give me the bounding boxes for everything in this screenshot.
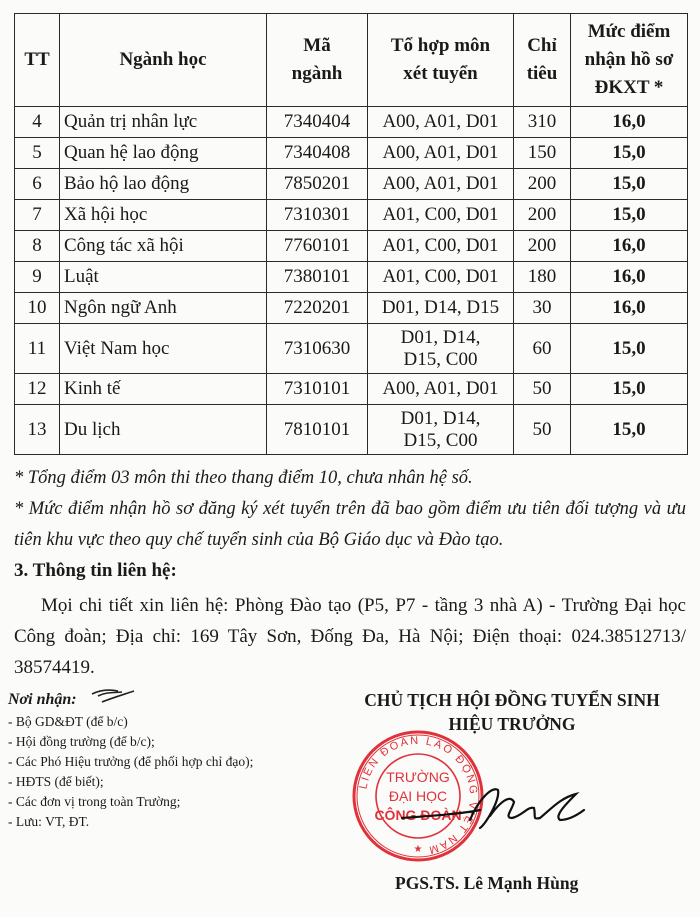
recipient-item: - HĐTS (để biết);: [8, 774, 104, 789]
initials-scribble-icon: [88, 686, 138, 706]
svg-text:LIÊN ĐOÀN LAO ĐỘNG VIỆT NAM: LIÊN ĐOÀN LAO ĐỘNG VIỆT NAM: [357, 734, 480, 857]
header-score-line3: ĐKXT *: [594, 77, 664, 98]
cell-combination: A01, C00, D01: [368, 231, 514, 262]
table-row: [15, 262, 688, 293]
cell-combination-line2: D15, C00: [403, 429, 478, 451]
header-major: [60, 14, 267, 107]
header-quota: [514, 14, 571, 107]
table-row: [15, 293, 688, 324]
cell-major: Việt Nam học: [60, 324, 267, 374]
contact-info: Mọi chi tiết xin liên hệ: Phòng Đào tạo (P5, P7 - tầng 3 nhà A) - Trường Đại học Công đoàn; Địa chỉ: 169 Tây Sơn, Đống Đa, Hà Nội; Điện thoại: 024.38512713/ 38574419.: [14, 595, 686, 678]
admission-score-table: [14, 13, 688, 455]
cell-combination: [368, 324, 514, 374]
cell-combination-line1: D01, D14,: [400, 326, 481, 348]
cell-quota: 60: [514, 324, 571, 374]
header-score-line2: nhận hồ sơ: [584, 49, 674, 70]
cell-combination-line2: D15, C00: [403, 348, 478, 370]
svg-text:TRƯỜNG: TRƯỜNG: [386, 769, 450, 785]
header-comb-line2: xét tuyển: [403, 63, 478, 84]
cell-code: 7380101: [267, 262, 368, 293]
cell-quota: 200: [514, 169, 571, 200]
cell-combination: [368, 405, 514, 455]
cell-tt: 9: [15, 262, 60, 293]
table-row: [15, 324, 688, 374]
header-major-label: Ngành học: [119, 49, 207, 70]
cell-score: 15,0: [571, 138, 688, 169]
cell-tt: 5: [15, 138, 60, 169]
header-combination: [368, 14, 514, 107]
header-tt-label: TT: [24, 49, 50, 70]
header-code: [267, 14, 368, 107]
cell-major: Bảo hộ lao động: [60, 169, 267, 200]
header-quota-line2: tiêu: [526, 63, 558, 84]
cell-combination: D01, D14, D15: [368, 293, 514, 324]
table-row: [15, 200, 688, 231]
cell-code: 7310630: [267, 324, 368, 374]
cell-tt: 7: [15, 200, 60, 231]
signatory-title-line1: CHỦ TỊCH HỘI ĐỒNG TUYỂN SINH: [364, 690, 660, 710]
cell-code: 7310301: [267, 200, 368, 231]
cell-score: 16,0: [571, 231, 688, 262]
cell-quota: 180: [514, 262, 571, 293]
recipients-block: [8, 688, 328, 832]
svg-text:CÔNG ĐOÀN: CÔNG ĐOÀN: [374, 807, 462, 823]
header-code-line2: ngành: [291, 63, 343, 84]
cell-quota: 200: [514, 200, 571, 231]
recipients-list: [8, 712, 328, 832]
footnotes: [14, 463, 686, 556]
header-comb-line1: Tổ hợp môn: [390, 35, 491, 56]
header-code-line1: Mã: [303, 35, 331, 56]
cell-score: 16,0: [571, 293, 688, 324]
cell-score: 15,0: [571, 169, 688, 200]
cell-tt: 4: [15, 107, 60, 138]
cell-quota: 50: [514, 374, 571, 405]
cell-major: Kinh tế: [60, 374, 267, 405]
table-row: [15, 374, 688, 405]
recipients-heading: Nơi nhận:: [8, 691, 77, 708]
section-heading-contact: 3. Thông tin liên hệ:: [14, 560, 177, 581]
cell-score: 15,0: [571, 324, 688, 374]
cell-code: 7220201: [267, 293, 368, 324]
header-quota-line1: Chỉ: [527, 35, 557, 56]
table-row: [15, 405, 688, 455]
svg-text:★: ★: [413, 844, 423, 855]
cell-combination: A01, C00, D01: [368, 200, 514, 231]
cell-major: Luật: [60, 262, 267, 293]
cell-major: Quan hệ lao động: [60, 138, 267, 169]
svg-text:ĐẠI HỌC: ĐẠI HỌC: [388, 788, 448, 804]
cell-combination: A00, A01, D01: [368, 107, 514, 138]
footnote-total-score: * Tổng điểm 03 môn thi theo thang điểm 10, chưa nhân hệ số.: [14, 468, 473, 488]
footnote-priority: * Mức điểm nhận hồ sơ đăng ký xét tuyển trên đã bao gồm điểm ưu tiên đối tượng và ưu tiên khu vực theo quy chế tuyển sinh của Bộ Giáo dục và Đào tạo.: [14, 499, 686, 550]
cell-code: 7760101: [267, 231, 368, 262]
cell-quota: 30: [514, 293, 571, 324]
cell-combination-line1: D01, D14,: [400, 407, 481, 429]
cell-score: 16,0: [571, 107, 688, 138]
header-tt: [15, 14, 60, 107]
recipient-item: - Lưu: VT, ĐT.: [8, 814, 90, 829]
table-header-row: [15, 14, 688, 107]
cell-tt: 13: [15, 405, 60, 455]
cell-major: Ngôn ngữ Anh: [60, 293, 267, 324]
cell-combination: A00, A01, D01: [368, 169, 514, 200]
table-row: [15, 169, 688, 200]
recipient-item: - Bộ GD&ĐT (để b/c): [8, 714, 128, 729]
cell-quota: 150: [514, 138, 571, 169]
cell-code: 7810101: [267, 405, 368, 455]
cell-tt: 10: [15, 293, 60, 324]
cell-quota: 200: [514, 231, 571, 262]
cell-code: 7850201: [267, 169, 368, 200]
cell-major: Quản trị nhân lực: [60, 107, 267, 138]
cell-combination: A01, C00, D01: [368, 262, 514, 293]
cell-combination: A00, A01, D01: [368, 138, 514, 169]
recipient-item: - Hội đồng trường (để b/c);: [8, 734, 155, 749]
signatory-name: PGS.TS. Lê Mạnh Hùng: [395, 873, 579, 893]
cell-score: 16,0: [571, 262, 688, 293]
cell-code: 7340404: [267, 107, 368, 138]
cell-major: Xã hội học: [60, 200, 267, 231]
cell-score: 15,0: [571, 405, 688, 455]
table-row: [15, 138, 688, 169]
recipient-item: - Các đơn vị trong toàn Trường;: [8, 794, 181, 809]
cell-quota: 310: [514, 107, 571, 138]
header-score: [571, 14, 688, 107]
cell-tt: 12: [15, 374, 60, 405]
cell-tt: 6: [15, 169, 60, 200]
recipient-item: - Các Phó Hiệu trưởng (để phối hợp chỉ đạo);: [8, 754, 254, 769]
cell-tt: 8: [15, 231, 60, 262]
cell-code: 7310101: [267, 374, 368, 405]
handwritten-signature-icon: [400, 780, 590, 840]
header-score-line1: Mức điểm: [587, 21, 671, 42]
cell-major: Du lịch: [60, 405, 267, 455]
cell-code: 7340408: [267, 138, 368, 169]
cell-score: 15,0: [571, 200, 688, 231]
signatory-title-line2: HIỆU TRƯỞNG: [448, 714, 576, 734]
table-row: [15, 231, 688, 262]
table-row: [15, 107, 688, 138]
cell-score: 15,0: [571, 374, 688, 405]
cell-quota: 50: [514, 405, 571, 455]
cell-major: Công tác xã hội: [60, 231, 267, 262]
cell-tt: 11: [15, 324, 60, 374]
cell-combination: A00, A01, D01: [368, 374, 514, 405]
